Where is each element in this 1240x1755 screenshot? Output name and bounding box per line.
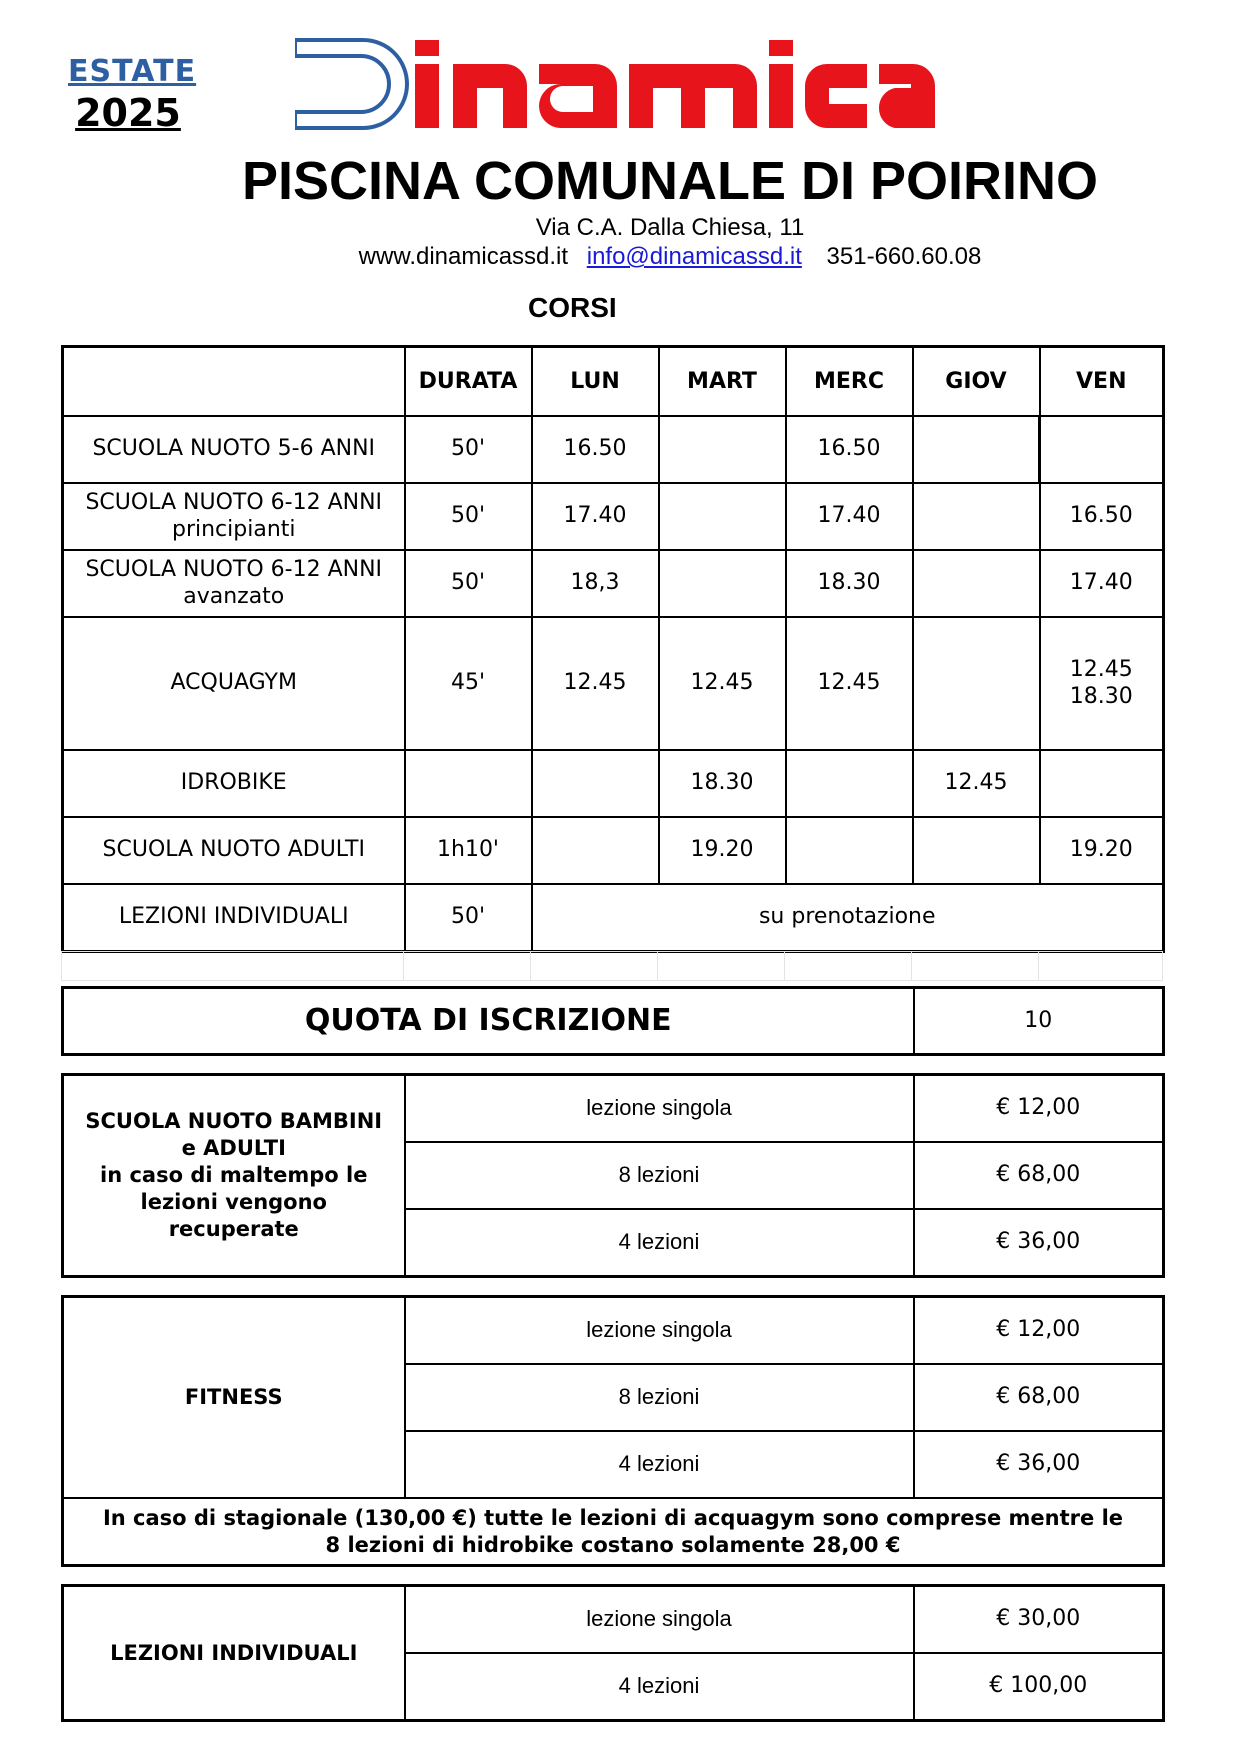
header-ven: VEN — [1040, 347, 1164, 417]
cell-merc: 17.40 — [786, 483, 913, 550]
cell-merc — [786, 750, 913, 817]
category-line: recuperate — [168, 1216, 299, 1241]
table-row — [63, 750, 1164, 817]
pricing-category: FITNESS — [63, 1297, 405, 1499]
course-name — [63, 483, 405, 550]
pricing-category: LEZIONI INDIVIDUALI — [63, 1586, 405, 1721]
cell-mart: 12.45 — [659, 617, 786, 750]
cell-merc: 12.45 — [786, 617, 913, 750]
spacer-cell — [658, 952, 785, 981]
pricing-table-bambini — [61, 1073, 1165, 1278]
cell-giov — [913, 416, 1040, 483]
category-line: lezioni vengono — [140, 1189, 327, 1214]
spacer-cell — [912, 952, 1039, 981]
schedule-table — [61, 345, 1165, 953]
spacer-grid — [61, 951, 1163, 981]
option-price: € 68,00 — [914, 1364, 1164, 1431]
pricing-table-fitness — [61, 1295, 1165, 1567]
season-badge — [68, 54, 197, 135]
option-label: lezione singola — [405, 1297, 914, 1365]
email-link[interactable]: info@dinamicassd.it — [586, 243, 802, 270]
option-price: € 30,00 — [914, 1586, 1164, 1654]
ven-time-2: 18.30 — [1069, 683, 1133, 709]
option-price: € 12,00 — [914, 1075, 1164, 1143]
cell-lun: 17.40 — [532, 483, 659, 550]
quota-label: QUOTA DI ISCRIZIONE — [63, 988, 914, 1055]
note-line: In caso di stagionale (130,00 €) tutte le lezioni di acquagym sono comprese mentre le — [102, 1506, 1124, 1531]
cell-giov — [913, 550, 1040, 617]
course-level: principianti — [171, 516, 296, 542]
cell-ven: 19.20 — [1040, 817, 1164, 884]
cell-durata: 50' — [405, 884, 532, 952]
cell-merc: 18.30 — [786, 550, 913, 617]
option-price: € 12,00 — [914, 1297, 1164, 1365]
cell-giov — [913, 817, 1040, 884]
category-line: SCUOLA NUOTO BAMBINI — [85, 1109, 383, 1134]
cell-mart — [659, 416, 786, 483]
spacer-cell — [531, 952, 658, 981]
cell-durata: 50' — [405, 483, 532, 550]
cell-durata: 50' — [405, 550, 532, 617]
header-mart: MART — [659, 347, 786, 417]
cell-mart — [659, 550, 786, 617]
page-title: PISCINA COMUNALE DI POIRINO — [241, 151, 1099, 211]
cell-durata: 45' — [405, 617, 532, 750]
quota-row — [63, 988, 1164, 1055]
course-name: ACQUAGYM — [63, 617, 405, 750]
phone-number: 351-660.60.08 — [826, 243, 982, 270]
option-label: 8 lezioni — [405, 1364, 914, 1431]
course-name: LEZIONI INDIVIDUALI — [63, 884, 405, 952]
cell-giov — [913, 483, 1040, 550]
cell-lun: 16.50 — [532, 416, 659, 483]
cell-lun: 18,3 — [532, 550, 659, 617]
header-lun: LUN — [532, 347, 659, 417]
spacer-row — [62, 952, 1163, 981]
cell-lun — [532, 750, 659, 817]
category-line: e ADULTI — [181, 1136, 286, 1161]
course-title: SCUOLA NUOTO 6-12 ANNI — [85, 557, 383, 583]
option-label: lezione singola — [405, 1075, 914, 1143]
header-merc: MERC — [786, 347, 913, 417]
course-name: IDROBIKE — [63, 750, 405, 817]
quota-table — [61, 986, 1165, 1056]
cell-merc: 16.50 — [786, 416, 913, 483]
season-pass-note — [63, 1498, 1164, 1566]
table-row — [63, 1297, 1164, 1365]
spacer-cell — [62, 952, 404, 981]
website-link[interactable]: www.dinamicassd.it — [358, 243, 569, 270]
table-row — [63, 550, 1164, 617]
header-durata: DURATA — [405, 347, 532, 417]
cell-ven: 16.50 — [1040, 483, 1164, 550]
cell-ven — [1040, 617, 1164, 750]
table-row — [63, 617, 1164, 750]
cell-durata: 50' — [405, 416, 532, 483]
quota-value: 10 — [914, 988, 1164, 1055]
header-giov: GIOV — [913, 347, 1040, 417]
table-row — [63, 1498, 1164, 1566]
course-level: avanzato — [183, 583, 285, 609]
pricing-table-individuali — [61, 1584, 1165, 1722]
cell-ven: 17.40 — [1040, 550, 1164, 617]
cell-merc — [786, 817, 913, 884]
spacer-cell — [404, 952, 531, 981]
dinamica-logo — [295, 34, 935, 134]
cell-lun: 12.45 — [532, 617, 659, 750]
option-label: 8 lezioni — [405, 1142, 914, 1209]
course-title: SCUOLA NUOTO 6-12 ANNI — [85, 490, 383, 516]
schedule-header-row — [63, 347, 1164, 417]
ven-time-1: 12.45 — [1069, 657, 1133, 683]
cell-durata: 1h10' — [405, 817, 532, 884]
cell-durata — [405, 750, 532, 817]
header-course — [63, 347, 405, 417]
table-row — [63, 817, 1164, 884]
spacer-cell — [785, 952, 912, 981]
cell-lun — [532, 817, 659, 884]
table-row — [63, 1586, 1164, 1654]
table-row — [63, 1075, 1164, 1143]
option-price: € 68,00 — [914, 1142, 1164, 1209]
cell-mart: 18.30 — [659, 750, 786, 817]
pricing-category — [63, 1075, 405, 1277]
address: Via C.A. Dalla Chiesa, 11 — [535, 214, 805, 241]
option-label: 4 lezioni — [405, 1209, 914, 1277]
course-name: SCUOLA NUOTO ADULTI — [63, 817, 405, 884]
table-row — [63, 884, 1164, 952]
table-row — [63, 416, 1164, 483]
category-line: in caso di maltempo le — [100, 1163, 368, 1188]
cell-ven — [1040, 750, 1164, 817]
cell-ven — [1040, 416, 1164, 483]
option-price: € 100,00 — [914, 1653, 1164, 1721]
booking-note: su prenotazione — [532, 884, 1164, 952]
option-label: 4 lezioni — [405, 1431, 914, 1498]
cell-mart: 19.20 — [659, 817, 786, 884]
course-name — [63, 550, 405, 617]
option-price: € 36,00 — [914, 1431, 1164, 1498]
cell-mart — [659, 483, 786, 550]
contact-line — [0, 243, 1240, 271]
season-year: 2025 — [75, 91, 181, 135]
option-label: lezione singola — [405, 1586, 914, 1654]
cell-giov — [913, 617, 1040, 750]
course-name: SCUOLA NUOTO 5-6 ANNI — [63, 416, 405, 483]
section-title: CORSI — [528, 292, 617, 323]
option-price: € 36,00 — [914, 1209, 1164, 1277]
table-row — [63, 483, 1164, 550]
note-line: 8 lezioni di hidrobike costano solamente 28,00 € — [325, 1532, 901, 1557]
cell-giov: 12.45 — [913, 750, 1040, 817]
season-label: ESTATE — [68, 54, 197, 89]
spacer-cell — [1039, 952, 1163, 981]
option-label: 4 lezioni — [405, 1653, 914, 1721]
